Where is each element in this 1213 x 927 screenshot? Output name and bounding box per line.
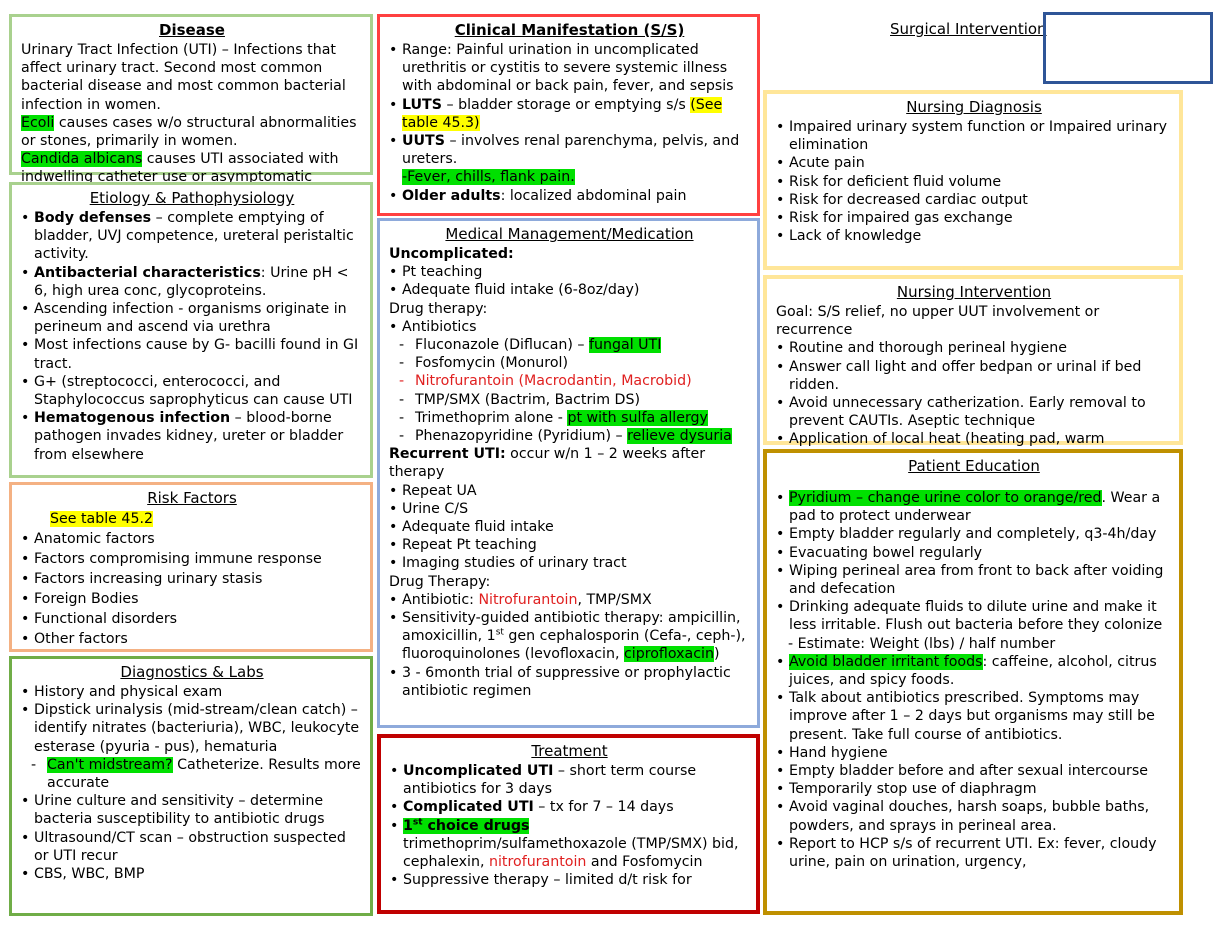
drug-therapy-heading: Drug therapy:: [389, 300, 488, 317]
list-item: • 3 - 6month trial of suppressive or prophylactic antibiotic regimen: [389, 664, 750, 700]
list-item: • Factors compromising immune response: [21, 549, 363, 569]
list-item: • Routine and thorough perineal hygiene: [776, 339, 1172, 357]
disease-definition: Urinary Tract Infection (UTI) – Infections that affect urinary tract. Second most common bacterial disease and most common bacterial infection in women. Ecoli causes cases w/o structural abnormalities or stones, primarily in women. Candida albicans causes UTI associated with indwelling catheter use or asymptomatic: [21, 42, 357, 186]
list-item: • Other factors: [21, 629, 363, 649]
patient-education-box: [763, 449, 1183, 915]
list-item: • Ascending infection - organisms originate in perineum and ascend via urethra: [21, 300, 363, 336]
list-item: - Fluconazole (Diflucan) – fungal UTI: [389, 336, 750, 354]
drug-therapy-heading-2: Drug Therapy:: [389, 573, 491, 590]
list-item: • Sensitivity-guided antibiotic therapy: ampicillin, amoxicillin, 1st gen cephalosporin (Cefa-, ceph-), fluoroquinolones (levofloxacin, ciprofloxacin): [389, 609, 750, 664]
list-item: • Repeat Pt teaching: [389, 536, 750, 554]
etiology-box: [9, 182, 373, 478]
list-item: • Avoid vaginal douches, harsh soaps, bubble baths, powders, and sprays in perineal area.: [776, 798, 1172, 834]
list-item: • Report to HCP s/s of recurrent UTI. Ex: fever, cloudy urine, pain on urination, urgency,: [776, 835, 1172, 871]
medical-management-box: [377, 218, 760, 728]
uncomplicated-heading: Uncomplicated:: [389, 246, 514, 262]
nursing-intervention-box: [763, 275, 1183, 448]
risk-factors-box: [9, 482, 373, 652]
nursing-diagnosis-box: [763, 90, 1183, 270]
list-item: • Range: Painful urination in uncomplicated urethritis or cystitis to severe systemic illness with abdominal or back pain, fever, and sepsis: [389, 41, 750, 96]
list-item: • Lack of knowledge: [776, 227, 1172, 245]
list-item: - Trimethoprim alone - pt with sulfa allergy: [389, 409, 750, 427]
list-item: • Functional disorders: [21, 609, 363, 629]
list-item: • Hematogenous infection – blood-borne pathogen invades kidney, ureter or bladder from elsewhere: [21, 409, 363, 464]
etiology-list: [21, 209, 363, 464]
list-item: • LUTS – bladder storage or emptying s/s (See table 45.3): [389, 96, 750, 132]
disease-box: [9, 14, 373, 186]
surgical-title: Surgical Intervention: [890, 20, 1047, 38]
nursing-dx-list: [776, 118, 1172, 245]
list-item: • Suppressive therapy – limited d/t risk for: [390, 871, 749, 889]
disease-title: Disease: [159, 21, 225, 39]
treatment-title: Treatment: [531, 742, 608, 760]
ecoli-highlight: Ecoli: [21, 114, 55, 131]
education-title: Patient Education: [908, 457, 1040, 475]
list-item: • Factors increasing urinary stasis: [21, 569, 363, 589]
list-item: • History and physical exam: [21, 683, 363, 701]
nursing-dx-title: Nursing Diagnosis: [906, 98, 1042, 116]
diagnostics-box: [9, 656, 373, 916]
list-item: • G+ (streptococci, enterococci, and Staphylococcus saprophyticus can cause UTI: [21, 373, 363, 409]
list-item: • Complicated UTI – tx for 7 – 14 days: [390, 798, 749, 816]
list-item: • Risk for decreased cardiac output: [776, 191, 1172, 209]
clinical-title: Clinical Manifestation (S/S): [454, 21, 685, 39]
diagnostics-list: [21, 683, 363, 883]
list-item: • Risk for deficient fluid volume: [776, 173, 1172, 191]
risk-list: [21, 529, 363, 649]
list-item: • Urine culture and sensitivity – determine bacteria susceptibility to antibiotic drugs: [21, 792, 363, 828]
list-item: • Pt teaching: [389, 263, 750, 281]
list-item: • CBS, WBC, BMP: [21, 865, 363, 883]
candida-highlight: Candida albicans: [21, 151, 143, 168]
list-item: • Avoid bladder irritant foods: caffeine, alcohol, citrus juices, and spicy foods.: [776, 653, 1172, 689]
list-item: • Empty bladder before and after sexual intercourse: [776, 762, 1172, 780]
list-item: • Antibacterial characteristics: Urine pH < 6, high urea conc, glycoproteins.: [21, 264, 363, 300]
list-item: - Phenazopyridine (Pyridium) – relieve dysuria: [389, 427, 750, 445]
list-item: • Hand hygiene: [776, 744, 1172, 762]
treatment-box: [377, 734, 760, 914]
nursing-goal: Goal: S/S relief, no upper UUT involvement or recurrence: [776, 304, 1100, 339]
treatment-list: [390, 762, 749, 889]
list-item: • Body defenses – complete emptying of bladder, UVJ competence, ureteral peristaltic activity.: [21, 209, 363, 264]
list-item: • Repeat UA: [389, 482, 750, 500]
list-item: • Urine C/S: [389, 500, 750, 518]
list-item: - Estimate: Weight (lbs) / half number: [788, 635, 1056, 652]
nursing-int-list: [776, 339, 1172, 448]
list-item: • Avoid unnecessary catherization. Early removal to prevent CAUTIs. Aseptic technique: [776, 394, 1172, 430]
clinical-list: [389, 41, 750, 205]
list-item: • Evacuating bowel regularly: [776, 544, 1172, 562]
list-item: • Talk about antibiotics prescribed. Symptoms may improve after 1 – 2 days but organisms may still be present. Take full course of antibiotics.: [776, 689, 1172, 744]
list-item: • Dipstick urinalysis (mid-stream/clean catch) – identify nitrates (bacteriuria), WBC, leukocyte esterase (pyuria - pus), hematuria: [21, 701, 363, 756]
list-item: • Application of local heat (heating pad, warm: [776, 430, 1172, 448]
list-item: • Antibiotic: Nitrofurantoin, TMP/SMX: [389, 591, 750, 609]
list-item: • Answer call light and offer bedpan or urinal if bed ridden.: [776, 358, 1172, 394]
education-list: [776, 489, 1172, 871]
list-item: • Antibiotics: [389, 318, 750, 336]
recurrent-uti: Recurrent UTI: occur w/n 1 – 2 weeks after therapy: [389, 446, 706, 481]
see-table-45-2: See table 45.2: [50, 511, 154, 527]
list-item: - Can't midstream? Catheterize. Results more accurate: [21, 756, 363, 792]
list-item: - Fosfomycin (Monurol): [389, 354, 750, 372]
list-item: • Pyridium – change urine color to orange/red. Wear a pad to protect underwear: [776, 489, 1172, 525]
list-item: • UUTS – involves renal parenchyma, pelvis, and ureters. -Fever, chills, flank pain.: [389, 132, 750, 187]
clinical-box: [377, 14, 760, 216]
list-item: • Ultrasound/CT scan – obstruction suspected or UTI recur: [21, 829, 363, 865]
list-item: • Adequate fluid intake (6-8oz/day): [389, 281, 750, 299]
list-item: • Temporarily stop use of diaphragm: [776, 780, 1172, 798]
etiology-title: Etiology & Pathophysiology: [89, 189, 295, 207]
risk-title: Risk Factors: [147, 489, 237, 507]
list-item: • Drinking adequate fluids to dilute urine and make it less irritable. Flush out bacteria before they colonize: [776, 598, 1172, 634]
list-item: - Nitrofurantoin (Macrodantin, Macrobid): [389, 372, 750, 390]
list-item: • Foreign Bodies: [21, 589, 363, 609]
list-item: • Most infections cause by G- bacilli found in GI tract.: [21, 336, 363, 372]
list-item: • Empty bladder regularly and completely, q3-4h/day: [776, 525, 1172, 543]
list-item: • Older adults: localized abdominal pain: [389, 187, 750, 205]
list-item: • Acute pain: [776, 154, 1172, 172]
list-item: • Uncomplicated UTI – short term course antibiotics for 3 days: [390, 762, 749, 798]
medical-title: Medical Management/Medication: [445, 225, 694, 243]
list-item: • 1st choice drugs trimethoprim/sulfamethoxazole (TMP/SMX) bid, cephalexin, nitrofurantoin and Fosfomycin: [390, 817, 749, 872]
surgical-box: [1043, 12, 1213, 84]
list-item: • Imaging studies of urinary tract: [389, 554, 750, 572]
list-item: • Impaired urinary system function or Impaired urinary elimination: [776, 118, 1172, 154]
diagnostics-title: Diagnostics & Labs: [120, 663, 264, 681]
list-item: • Anatomic factors: [21, 529, 363, 549]
list-item: • Adequate fluid intake: [389, 518, 750, 536]
list-item: • Wiping perineal area from front to back after voiding and defecation: [776, 562, 1172, 598]
list-item: - TMP/SMX (Bactrim, Bactrim DS): [389, 391, 750, 409]
list-item: • Risk for impaired gas exchange: [776, 209, 1172, 227]
nursing-int-title: Nursing Intervention: [896, 283, 1052, 301]
